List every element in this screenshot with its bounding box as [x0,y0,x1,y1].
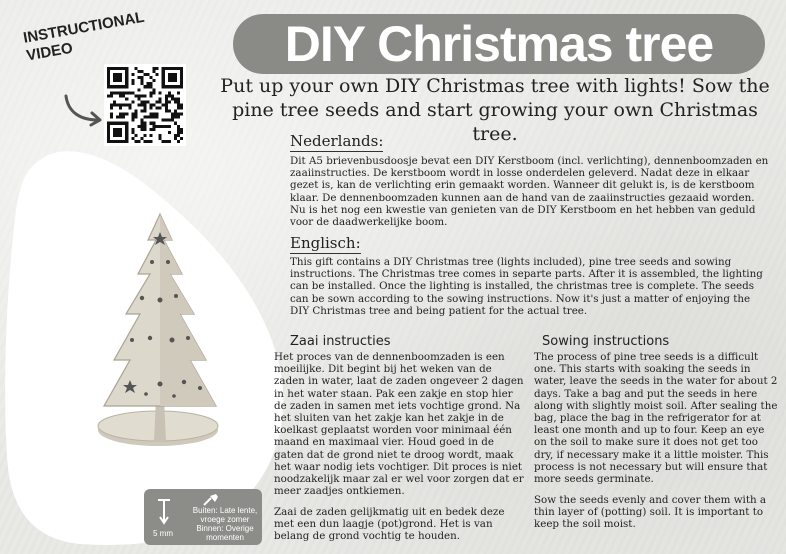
sowing-season: Buiten: Late lente, vroege zomer Binnen: Overige momenten [192,506,258,542]
heading-english: Englisch: [290,234,361,252]
heading-sowing-instructions: Sowing instructions [542,334,670,349]
video-label-line1: INSTRUCTIONAL [22,8,146,47]
subtitle: Put up your own DIY Christmas tree with lights! Sow the pine tree seeds and start growing your own Christmas tree. [220,75,770,145]
text-zaai-instructies-2: Zaai de zaden gelijkmatig uit en bedek deze met een dun laagje (pot)grond. Het is van belang de grond vochtig te houden. [274,506,505,543]
text-zaai-instructies: Het proces van de dennenboomzaden is een moeilijke. Dit begint bij het weken van de zaden in water, laat de zaden ongeveer 2 dagen in het water staan. Pak een zakje en stop hier de zaden in samen met iets vochtige grond. Na het sluiten van het zakje kan het zakje in de koelkast geplaatst worden voor minimaal één maand en maximaal vier. Houd goed in de gaten dat de grond niet te droog wordt, maak het waar nodig iets vochtiger. Dit proces is niet noodzakelijk maar zal er wel voor zorgen dat er meer zaadjes ontkiemen. [274,351,524,498]
wooden-christmas-tree-image [60,210,260,460]
video-label [22,9,149,66]
sowing-info-badge [144,489,262,545]
title-banner [233,14,765,74]
curved-arrow-icon [62,92,106,128]
video-label-line2: VIDEO [25,39,75,65]
text-english: This gift contains a DIY Christmas tree (lights included), pine tree seeds and sowing instructions. The Christmas tree comes in separte parts. After it is assembled, the lighting can be installed. Once the lighting is installed, the christmas tree is complete. The seeds can be sown according to the sowing instructions. Now it's just a matter of enjoying the DIY Christmas tree and being patient for the actual tree. [290,256,763,317]
text-nederlands: Dit A5 brievenbusdoosje bevat een DIY Kerstboom (incl. verlichting), dennenboomzaden en zaaiinstructies. De kerstboom wordt in losse onderdelen geleverd. Nadat deze in elkaar gezet is, kan de verlichting erin gemaakt worden. Wanneer dit gelukt is, is de kerstboom klaar. De dennenboomzaden kunnen aan de hand van de zaaiinstructies gezaaid worden. Nu is het nog een kwestie van genieten van de DIY Kerstboom en het hebben van geduld voor de daadwerkelijke boom. [290,155,769,229]
shovel-icon [202,493,220,507]
text-sowing-instructions: The process of pine tree seeds is a difficult one. This starts with soaking the seeds in water, leave the seeds in the water for about 2 days. Take a bag and put the seeds in here along with slightly moist soil. After sealing the bag, place the bag in the refrigerator for at least one month and up to four. Keep an eye on the soil to make sure it does not get too dry, if necessary make it a little moister. This process is not necessary but will ensure that more seeds germinate. [534,351,778,486]
qr-code[interactable] [104,64,186,146]
sowing-depth: 5 mm [153,529,173,538]
heading-nederlands: Nederlands: [290,132,384,150]
page-title: DIY Christmas tree [284,16,714,72]
heading-zaai-instructies: Zaai instructies [290,334,391,349]
text-sowing-instructions-2: Sow the seeds evenly and cover them with a thin layer of (potting) soil. It is important to keep the soil moist. [534,494,767,531]
depth-icon [157,498,171,526]
